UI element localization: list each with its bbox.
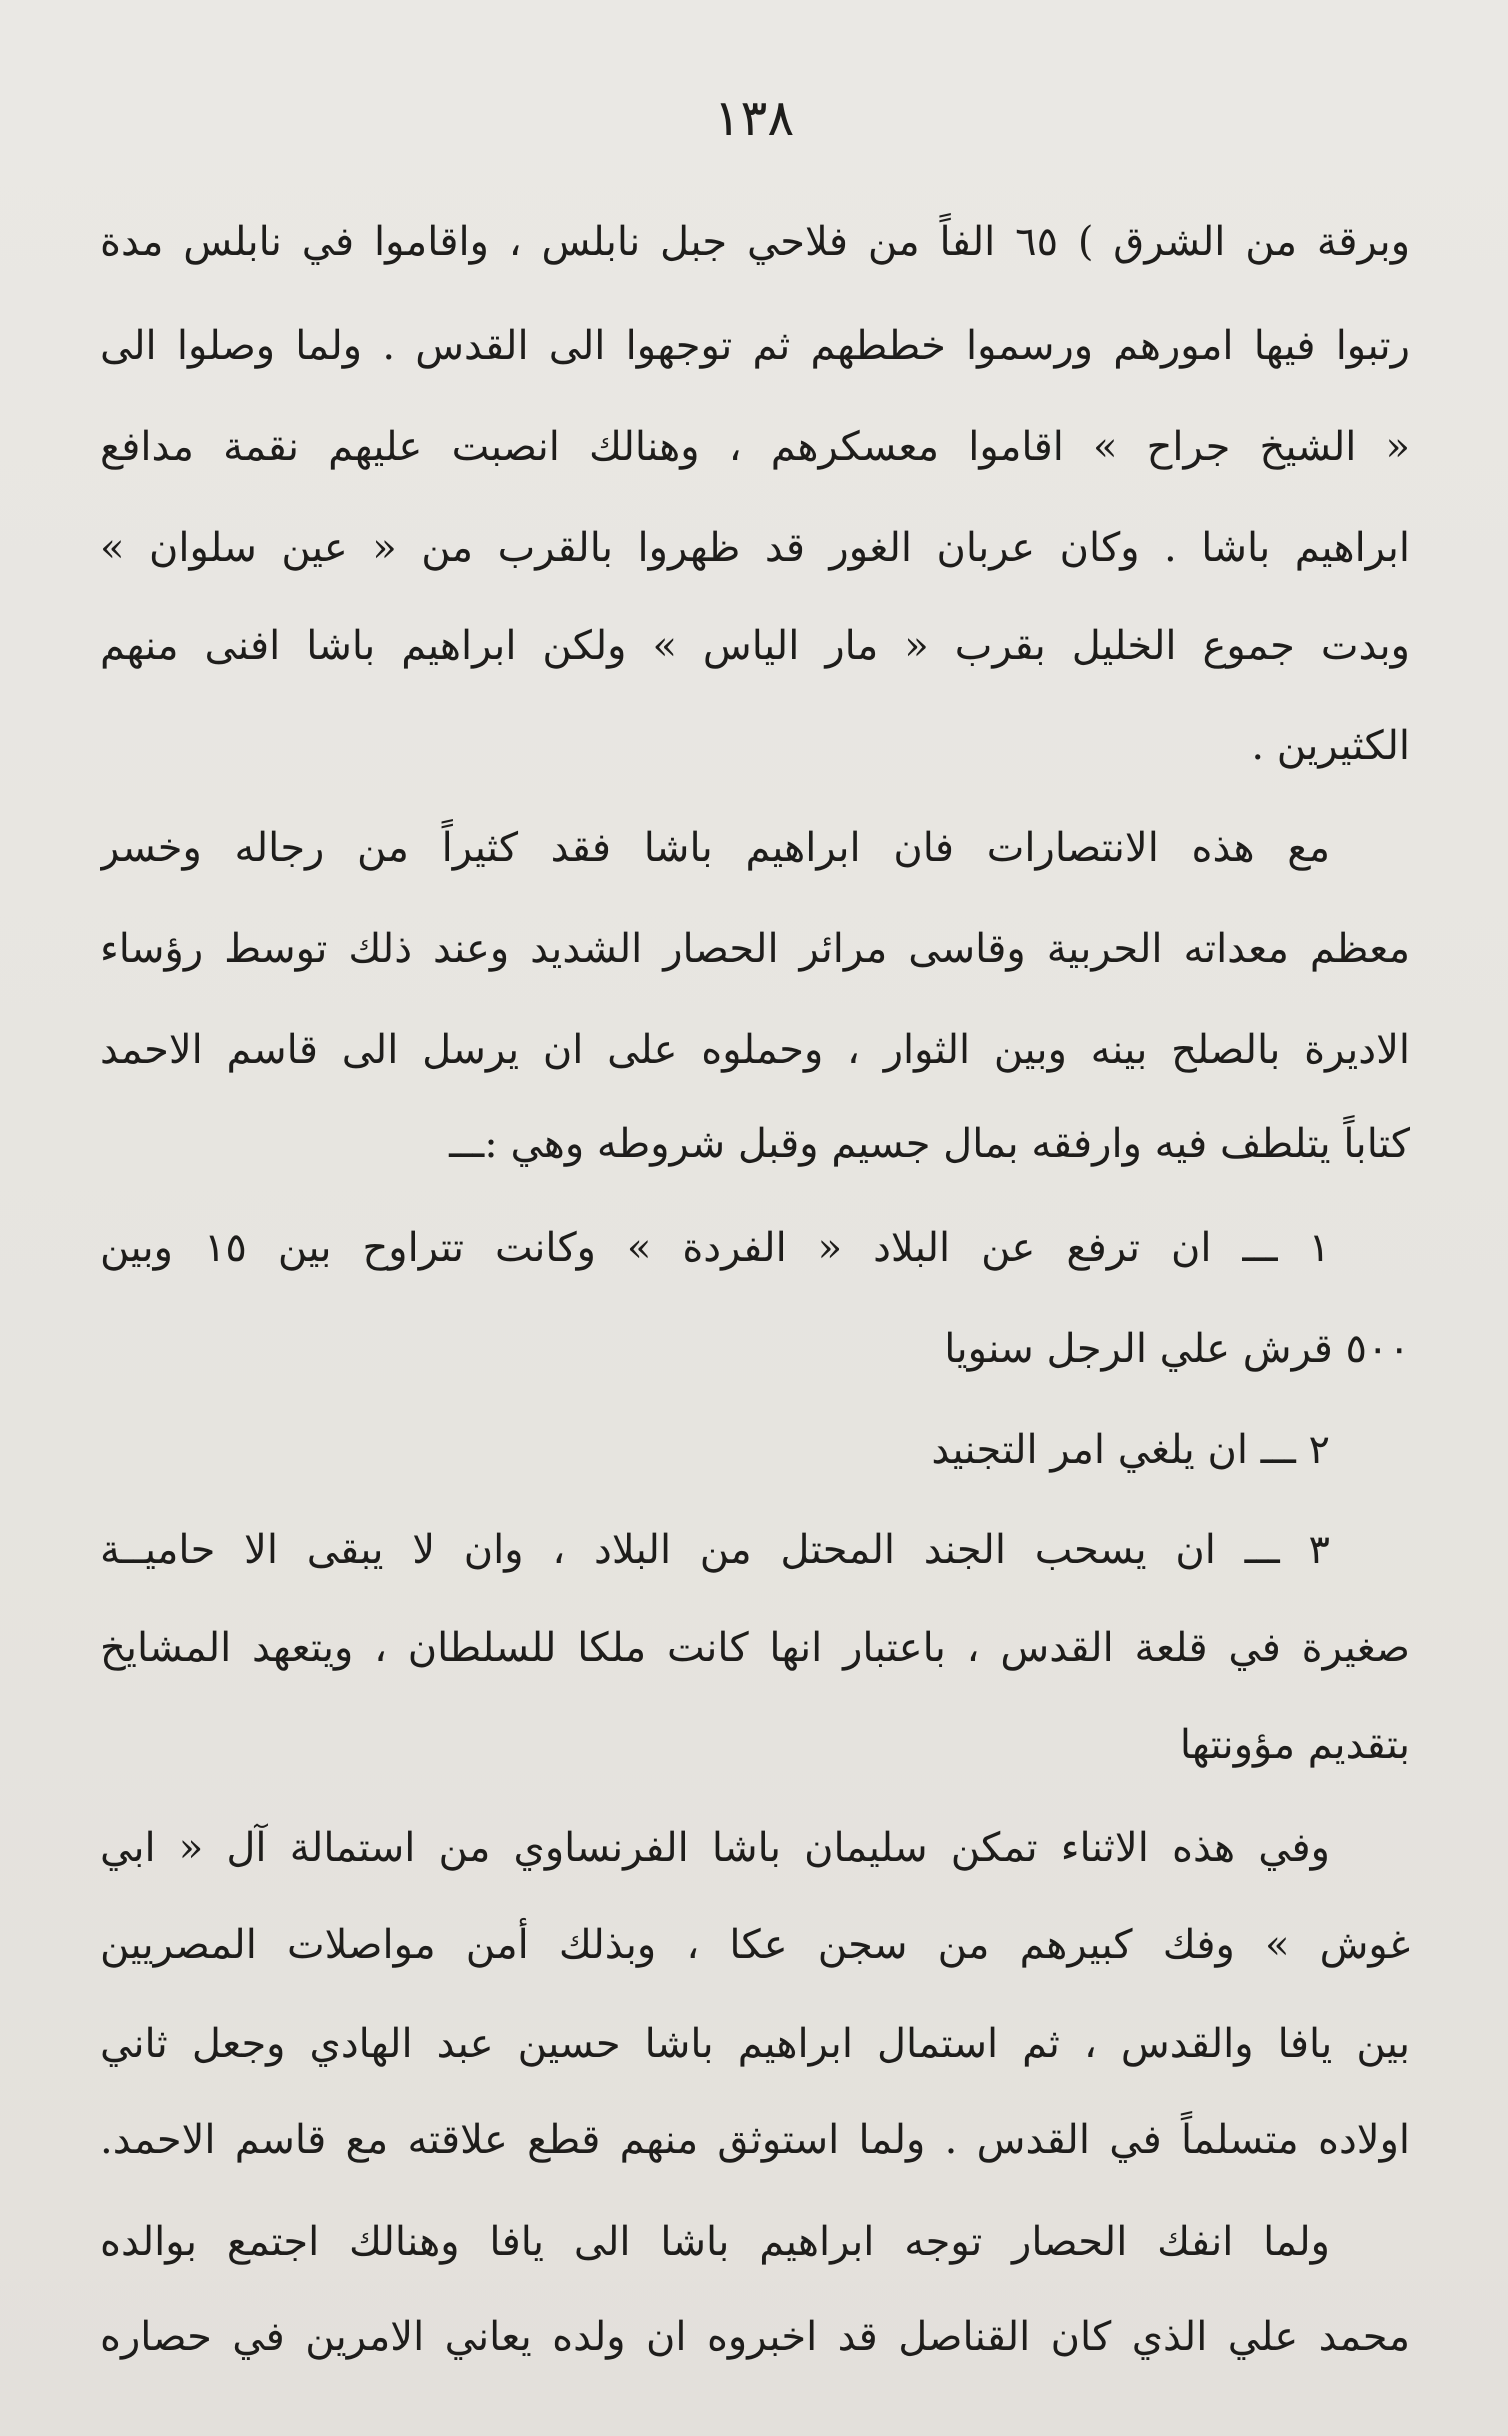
list-item: ٢ ـــ ان يلغي امر التجنيد bbox=[931, 1427, 1330, 1473]
text-line: ولما انفك الحصار توجه ابراهيم باشا الى يافا وهنالك اجتمع بوالده bbox=[100, 2219, 1330, 2265]
text-line: اولاده متسلماً في القدس . ولما استوثق منهم قطع علاقته مع قاسم الاحمد. bbox=[100, 2117, 1410, 2163]
text-line: الكثيرين . bbox=[1251, 723, 1410, 769]
list-item-continued: ٥٠٠ قرش علي الرجل سنويا bbox=[944, 1326, 1410, 1372]
text-line: رتبوا فيها امورهم ورسموا خططهم ثم توجهوا الى القدس . ولما وصلوا الى bbox=[100, 323, 1410, 369]
page-number: ١٣٨ bbox=[713, 89, 795, 147]
list-item-continued: بتقديم مؤونتها bbox=[1179, 1722, 1410, 1768]
text-line: الاديرة بالصلح بينه وبين الثوار ، وحملوه على ان يرسل الى قاسم الاحمد bbox=[100, 1027, 1410, 1073]
text-line: كتاباً يتلطف فيه وارفقه بمال جسيم وقبل شروطه وهي :ـــ bbox=[449, 1121, 1410, 1167]
text-line: معظم معداته الحربية وقاسى مرائر الحصار الشديد وعند ذلك توسط رؤساء bbox=[100, 926, 1410, 972]
list-item: ٣ ـــ ان يسحب الجند المحتل من البلاد ، وان لا يبقى الا حاميــة bbox=[100, 1527, 1330, 1573]
text-line: غوش » وفك كبيرهم من سجن عكا ، وبذلك أمن مواصلات المصريين bbox=[100, 1922, 1410, 1968]
text-line: وبرقة من الشرق ) ٦٥ الفاً من فلاحي جبل نابلس ، واقاموا في نابلس مدة bbox=[100, 219, 1410, 265]
text-line: بين يافا والقدس ، ثم استمال ابراهيم باشا حسين عبد الهادي وجعل ثاني bbox=[100, 2021, 1410, 2067]
list-item: ١ ـــ ان ترفع عن البلاد « الفردة » وكانت تتراوح بين ١٥ وبين bbox=[100, 1225, 1331, 1271]
text-line: ابراهيم باشا . وكان عربان الغور قد ظهروا بالقرب من « عين سلوان » bbox=[100, 525, 1410, 571]
list-item-continued: صغيرة في قلعة القدس ، باعتبار انها كانت ملكا للسلطان ، ويتعهد المشايخ bbox=[100, 1625, 1410, 1671]
text-line: مع هذه الانتصارات فان ابراهيم باشا فقد كثيراً من رجاله وخسر bbox=[100, 825, 1330, 871]
text-line: وفي هذه الاثناء تمكن سليمان باشا الفرنساوي من استمالة آل « ابي bbox=[100, 1825, 1330, 1871]
text-line: وبدت جموع الخليل بقرب « مار الياس » ولكن ابراهيم باشا افنى منهم bbox=[100, 623, 1410, 669]
text-line: محمد علي الذي كان القناصل قد اخبروه ان ولده يعاني الامرين في حصاره bbox=[100, 2314, 1410, 2360]
text-line: « الشيخ جراح » اقاموا معسكرهم ، وهنالك انصبت عليهم نقمة مدافع bbox=[100, 424, 1410, 470]
